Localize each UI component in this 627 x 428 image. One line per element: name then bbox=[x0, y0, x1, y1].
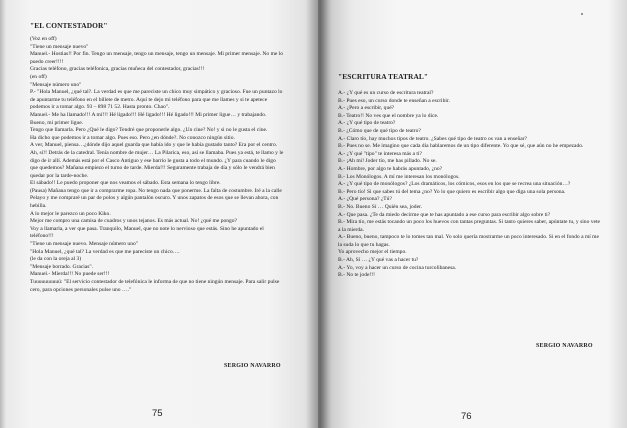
page-title: "ESCRITURA TEATRAL" bbox=[338, 72, 429, 81]
page-number: 75 bbox=[152, 408, 163, 419]
page-body-text: (Voz en off) "Tiene un mensaje nuevo" Manuel.- Hostias!! Por fin. Tengo un mensaje, tengo un mensaje, tengo un mensaje. Mi primer mensaje. No me lo puedo creer!!!! Gracias teléfono, gracias teléfonica, gracias muñeca del contestador, gracias!!! (en off) "Mensaje número uno" P.- "Hola Manuel, ¿qué tal?. La verdad es que me pareciste un chico muy simpático y gracioso. Fue un puntazo lo de apuntarme tu teléfono en el billete de metro. Aquí te dejo mi teléfono para que me llames y si te apetece podemos ir a tomar algo. 93 – 898 71 52. Hasta pronto. Chao". Manuel.- Me ha llamado!!! A mí!!! Hé ligado!!! Hé ligado!!! Hé ligado!!! Mi primer ligue… y trabajando. Bueno, mi primer ligue. Tengo que llamarla. Pero ¿Qué le digo? Tendré que proponerle algo. ¿Un cine? No! y si no le gusta el cine. Ha dicho que podemos ir a tomar algo. Pues eso. Pero ¿en dónde?. No conozco ningún sitio. A ver, Manuel, piensa…¿dónde dijo aquel guarda que había ido y que le había gustado tanto? Era por el centro. Ah, sí!! Detrás de la catedral. Tenía nombre de mujer… La Pilarica, eso, así se llamaba. Pues ya está, te llamo y le digo de ir allí. Además está por el Casco Antiguo y ese barrio le gusta a todo el mundo. ¿Y para cuando le digo que quedemos? Mañana empiezo el turno de tarde. Mierda!!! Seguramente trabaja de día y sólo le vendrá bien quedar por la tarde-noche. El sábado!! Le puedo proponer que nos veamos el sábado. Esta semana lo tengo libre. (Pausa) Mañana tengo que ir a comprarme ropa. No tengo nada que ponerme. La falta de costumbre. Iré a la calle Pelayo y me compraré un par de polos y algún pantalón oscuro. Y unos zapatos de esos que se llevan ahora, con hebilla. A lo mejor le parezco un poco Kiko. Mejor me compro una camisa de cuadros y unos tejanos. Es más actual. No! ¿qué me pongo? Voy a llamarla, a ver que pasa. Tranquilo, Manuel, que no note lo nervioso que estás. Sino he apuntado el teléfono!!! "Tiene un mensaje nuevo. Mensaje número uno" "Hola Manuel, ¿qué tal? La verdad es que me pareciste un chico…. (le da con la oreja al 3) "Mensaje borrado. Gracias". Manuel.- Mierda!!! No puede ser!!! Tuuuuuuuuuú: "El servicio contestador de telefónica le informa de que no tiene ningún mensaje. Para salir pulse cero, para opciones personales pulse uno …." bbox=[30, 36, 284, 293]
page-title: "EL CONTESTADOR" bbox=[30, 21, 108, 30]
right-page bbox=[318, 0, 627, 428]
page-body-text: A.- ¿Y qué es un curso de escritura teatral? B.- Pues eso, un curso donde te enseñan a escribir. A.- ¿Pero a escribir, qué? B.- Teatro!! No ves que el nombre ya lo dice. A.- ¿Y qué tipo de teatro? B.- ¿Cómo que de qué tipo de teatro? A.- Claro tío, hay muchos tipos de teatro. ¿Sabes qué tipo de teatro os van a enseñar? B.- Pues no se. Me imagino que cada día hablaremos de un tipo diferente. Yo que sé, que aún no he empezado. A.- ¿Y qué "tipo" te interesa más a ti? B.- ¡Ah mi! Joder tío, me has pillado. No se. A.- Hombre, por algo te habrás apuntado, ¿no? B.- Los Monólogos. A mí me interesan los monólogos. A.- ¿Y qué tipo de monólogos? ¿Los dramáticos, los cómicos, esos en los que se recrea una situación…? B.- Pero tío! Si que sabes tú del tema ¿no? Yo lo que quiero es escribir algo que diga una sola persona. A.- ¿Qué persona? ¿Tú? B.- No. Bueno Sí … Quién sea, joder. A.- Que pasa. ¿Te da miedo decirme que te has apuntado a ese curso para escribir algo sobre ti? B.- Mira tío, me estás tocando un poco los huevos con tantas preguntas. Si tanto quieres saber, apúntate tu, y sino vete a la mierda. A.- Bueno, bueno, tampoco te lo tomes tan mal. Yo solo quería mostrarme un poco interesado. Si en el fondo a mí me la suda lo que tu hagas. Yo aprovecho mejor el tiempo. B.- Ah, Sí … ¿Y qué vas a hacer tu? A.- Yo, voy a hacer un curso de cocina turcolibanesa. B.- No te jode!!! bbox=[338, 90, 600, 279]
author-signature: SERGIO NAVARRO bbox=[536, 343, 593, 349]
page-number: 76 bbox=[461, 411, 472, 422]
speck-mark bbox=[581, 13, 583, 15]
author-signature: SERGIO NAVARRO bbox=[224, 363, 281, 369]
